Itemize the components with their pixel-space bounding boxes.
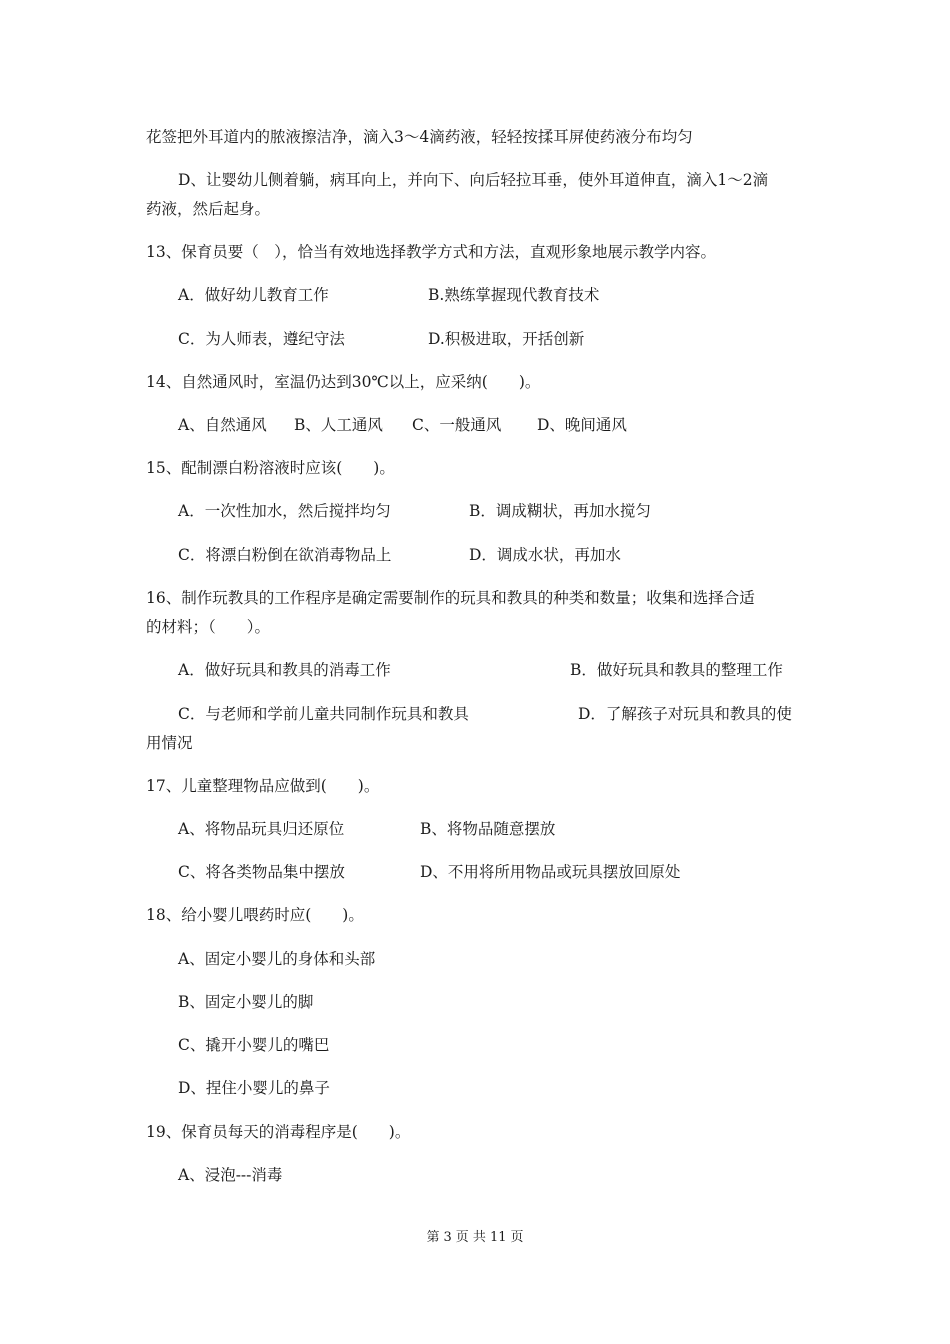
question-17: 17、儿童整理物品应做到( )。 [146, 777, 380, 795]
option-d: D．调成水状，再加水 [469, 546, 621, 564]
text-line: 的材料；（ ）。 [146, 618, 271, 636]
option-a: A、固定小婴儿的身体和头部 [178, 950, 376, 968]
text-line: 药液，然后起身。 [146, 200, 271, 218]
option-c: C、一般通风 [412, 416, 502, 434]
text-line: D、让婴幼儿侧着躺，病耳向上，并向下、向后轻拉耳垂，使外耳道伸直，滴入1～2滴 [178, 171, 769, 189]
question-19: 19、保育员每天的消毒程序是( )。 [146, 1123, 411, 1141]
option-c: C．将漂白粉倒在欲消毒物品上 [178, 546, 392, 564]
option-d: D、不用将所用物品或玩具摆放回原处 [420, 863, 681, 881]
page-footer [0, 1229, 950, 1247]
option-b: B、固定小婴儿的脚 [178, 993, 314, 1011]
question-14: 14、自然通风时，室温仍达到30℃以上，应采纳( )。 [146, 373, 541, 391]
option-c: C．为人师表，遵纪守法 [178, 330, 345, 348]
option-d: D、晚间通风 [537, 416, 627, 434]
option-a: A、将物品玩具归还原位 [178, 820, 345, 838]
option-a: A．一次性加水，然后搅拌均匀 [178, 502, 391, 520]
footer-suffix: 页 [510, 1230, 524, 1245]
footer-mid: 页 共 [455, 1230, 486, 1245]
option-d: D、捏住小婴儿的鼻子 [178, 1079, 330, 1097]
footer-total-pages: 11 [489, 1230, 507, 1245]
option-a: A、浸泡---消毒 [178, 1166, 283, 1184]
option-a: A．做好玩具和教具的消毒工作 [178, 661, 391, 679]
option-c: C．与老师和学前儿童共同制作玩具和教具 [178, 705, 469, 723]
option-a: A、自然通风 [178, 416, 267, 434]
option-c: C、将各类物品集中摆放 [178, 863, 345, 881]
option-d: D.积极进取，开括创新 [428, 330, 585, 348]
option-b: B．调成糊状，再加水搅匀 [469, 502, 651, 520]
option-b: B.熟练掌握现代教育技术 [428, 286, 600, 304]
question-18: 18、给小婴儿喂药时应( )。 [146, 906, 364, 924]
question-16: 16、制作玩教具的工作程序是确定需要制作的玩具和教具的种类和数量；收集和选择合适 [146, 589, 755, 607]
option-b: B．做好玩具和教具的整理工作 [570, 661, 783, 679]
option-c: C、撬开小婴儿的嘴巴 [178, 1036, 330, 1054]
question-15: 15、配制漂白粉溶液时应该( )。 [146, 459, 395, 477]
option-b: B、将物品随意摆放 [420, 820, 556, 838]
text-line: 用情况 [146, 734, 193, 752]
option-d: D．了解孩子对玩具和教具的使 [578, 705, 792, 723]
footer-prefix: 第 [426, 1230, 440, 1245]
option-b: B、人工通风 [294, 416, 383, 434]
footer-page-number: 3 [443, 1230, 452, 1245]
option-a: A．做好幼儿教育工作 [178, 286, 329, 304]
text-line: 花签把外耳道内的脓液擦洁净，滴入3～4滴药液，轻轻按揉耳屏使药液分布均匀 [146, 128, 693, 146]
question-13: 13、保育员要（ ），恰当有效地选择教学方式和方法，直观形象地展示教学内容。 [146, 243, 716, 261]
